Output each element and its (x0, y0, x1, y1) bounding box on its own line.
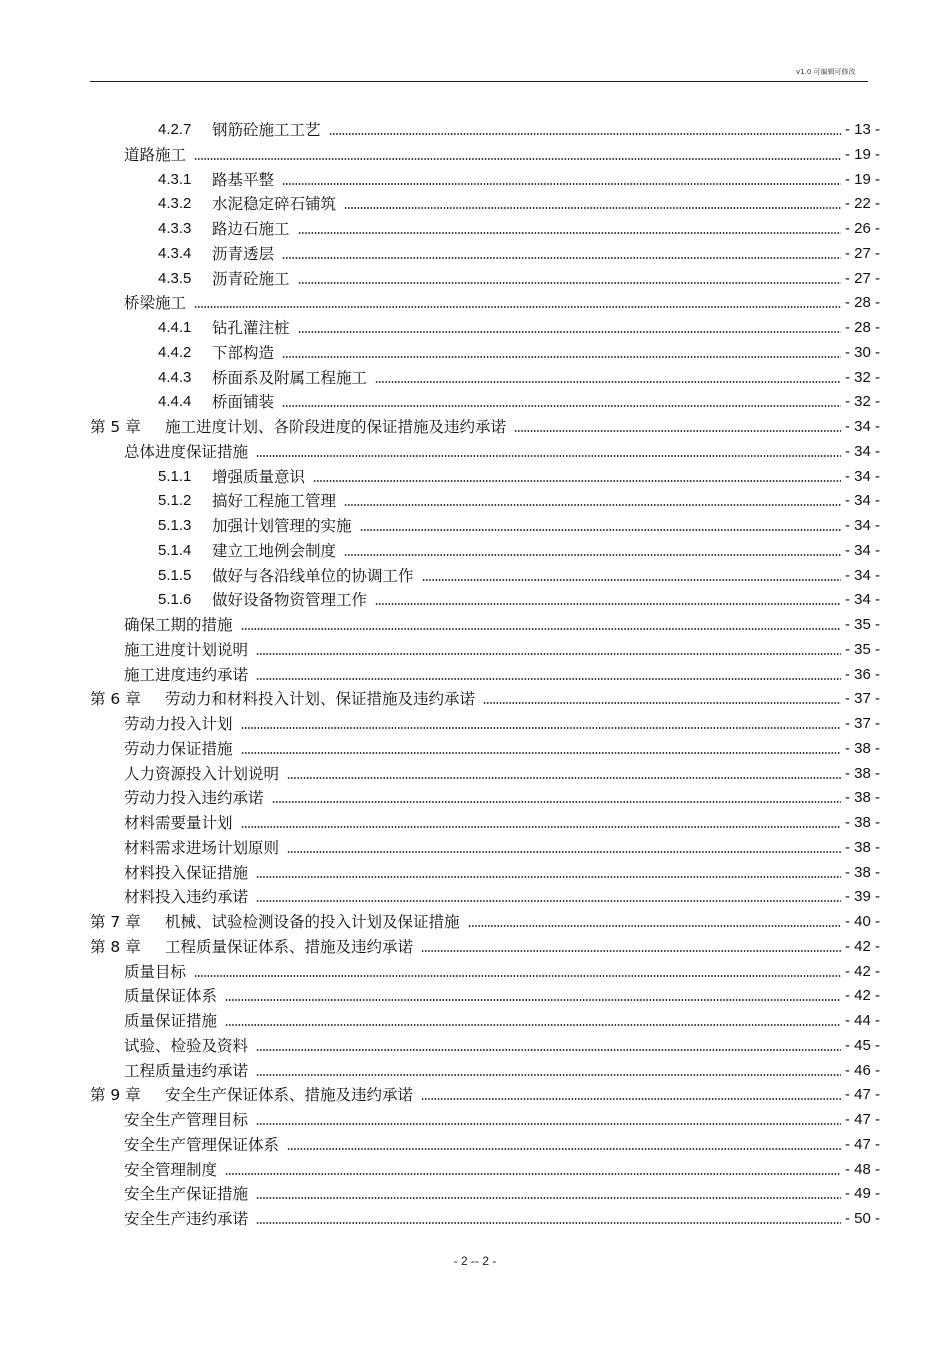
toc-dot-leader (287, 851, 841, 853)
toc-entry[interactable] (124, 1158, 880, 1180)
toc-entry-title: 安全生产管理保证体系 (124, 1135, 280, 1154)
toc-entry[interactable] (90, 910, 880, 932)
toc-section-number: 5.1.1 (158, 467, 192, 485)
toc-dot-leader (225, 1173, 841, 1175)
toc-section-number: 4.3.3 (158, 220, 192, 237)
header-version-note: v1.0 可编辑可修改 (796, 68, 856, 76)
toc-dot-leader (256, 1123, 841, 1125)
toc-page-number: - 19 - (844, 145, 880, 163)
toc-dot-leader (272, 801, 841, 803)
toc-page-number: - 44 - (844, 1012, 880, 1029)
toc-page-number: - 28 - (844, 294, 880, 312)
toc-page-number: - 19 - (844, 170, 880, 188)
toc-entry[interactable] (158, 217, 880, 239)
toc-page-number: - 34 - (844, 418, 880, 435)
toc-dot-leader (360, 529, 841, 531)
toc-entry-title: 沥青砼施工 (212, 269, 290, 288)
toc-dot-leader (282, 257, 841, 259)
toc-page-number: - 22 - (844, 195, 880, 213)
toc-page-number: - 34 - (844, 467, 880, 485)
toc-section-number: 5.1.4 (158, 541, 192, 559)
toc-entry-title: 劳动力和材料投入计划、保证措施及违约承诺 (165, 690, 476, 709)
toc-chapter-number: 第 7 章 (90, 913, 141, 931)
toc-section-number: 4.2.7 (158, 121, 192, 138)
toc-entry[interactable] (124, 1034, 880, 1056)
toc-entry[interactable] (158, 465, 880, 487)
toc-dot-leader (287, 1148, 841, 1150)
toc-section-number: 4.3.4 (158, 244, 192, 262)
toc-entry-title: 试验、检验及资料 (124, 1036, 249, 1055)
toc-dot-leader (225, 999, 841, 1001)
toc-entry[interactable] (124, 836, 880, 858)
toc-entry-title: 桥面系及附属工程施工 (212, 368, 368, 387)
toc-entry-title: 沥青透层 (212, 244, 275, 263)
toc-page-number: - 34 - (844, 492, 880, 510)
toc-dot-leader (194, 975, 841, 977)
toc-entry[interactable] (90, 935, 880, 957)
toc-entry-title: 机械、试验检测设备的投入计划及保证措施 (165, 913, 460, 931)
toc-dot-leader (468, 925, 841, 927)
toc-entry[interactable] (158, 341, 880, 363)
toc-dot-leader (421, 1098, 841, 1100)
toc-entry-title: 做好设备物资管理工作 (212, 591, 368, 610)
toc-entry-title: 安全生产保证措施 (124, 1185, 249, 1204)
toc-dot-leader (421, 950, 841, 952)
toc-entry-title: 搞好工程施工管理 (212, 492, 337, 511)
toc-dot-leader (282, 183, 841, 185)
toc-chapter-number: 第 8 章 (90, 937, 141, 956)
toc-page-number: - 48 - (844, 1160, 880, 1178)
toc-dot-leader (256, 678, 841, 680)
toc-entry-title: 安全生产保证体系、措施及违约承诺 (165, 1086, 414, 1105)
toc-entry-title: 路基平整 (212, 170, 275, 189)
toc-page-number: - 27 - (844, 269, 880, 287)
toc-entry-title: 下部构造 (212, 343, 275, 362)
toc-page-number: - 27 - (844, 244, 880, 262)
toc-entry[interactable] (158, 514, 880, 536)
toc-dot-leader (241, 727, 841, 729)
toc-dot-leader (241, 752, 841, 754)
toc-section-number: 4.4.1 (158, 319, 192, 336)
toc-entry-title: 工程质量保证体系、措施及违约承诺 (165, 937, 414, 956)
toc-page-number: - 35 - (844, 640, 880, 658)
toc-page-number: - 37 - (844, 715, 880, 732)
toc-entry-title: 施工进度违约承诺 (124, 665, 249, 684)
toc-dot-leader (287, 777, 841, 779)
toc-entry-title: 材料投入违约承诺 (124, 888, 249, 907)
toc-entry[interactable] (124, 143, 880, 165)
toc-entry-title: 质量保证体系 (124, 987, 218, 1006)
toc-page-number: - 38 - (844, 789, 880, 807)
toc-entry-title: 材料需求进场计划原则 (124, 838, 280, 857)
toc-section-number: 4.4.3 (158, 368, 192, 386)
toc-entry-title: 钻孔灌注桩 (212, 319, 290, 337)
toc-page-number: - 36 - (844, 665, 880, 683)
toc-dot-leader (313, 480, 841, 482)
toc-page-number: - 50 - (844, 1210, 880, 1227)
toc-page-number: - 28 - (844, 319, 880, 336)
toc-dot-leader (256, 876, 841, 878)
toc-section-number: 4.4.4 (158, 393, 192, 411)
toc-entry-title: 桥梁施工 (124, 294, 187, 313)
toc-section-number: 4.3.2 (158, 195, 192, 213)
header-divider (90, 81, 868, 82)
toc-page-number: - 13 - (844, 121, 880, 138)
toc-entry-title: 劳动力保证措施 (124, 739, 233, 758)
toc-page-number: - 32 - (844, 368, 880, 386)
toc-entry-title: 安全管理制度 (124, 1160, 218, 1179)
toc-entry[interactable] (124, 861, 880, 883)
toc-page-number: - 45 - (844, 1036, 880, 1054)
toc-entry-title: 质量目标 (124, 962, 187, 981)
toc-page-number: - 32 - (844, 393, 880, 411)
toc-dot-leader (514, 430, 841, 432)
toc-entry[interactable] (124, 811, 880, 833)
toc-dot-leader (194, 306, 841, 308)
toc-entry-title: 劳动力投入违约承诺 (124, 789, 264, 808)
toc-entry[interactable] (124, 1009, 880, 1031)
toc-page-number: - 38 - (844, 814, 880, 831)
toc-page-number: - 35 - (844, 616, 880, 633)
toc-dot-leader (344, 554, 841, 556)
toc-entry-title: 材料投入保证措施 (124, 863, 249, 882)
toc-dot-leader (298, 282, 841, 284)
toc-page-number: - 26 - (844, 220, 880, 237)
toc-page-number: - 46 - (844, 1061, 880, 1079)
toc-dot-leader (375, 381, 841, 383)
toc-page-number: - 38 - (844, 838, 880, 856)
toc-entry-title: 增强质量意识 (212, 467, 306, 486)
toc-dot-leader (256, 1222, 841, 1224)
toc-page-number: - 47 - (844, 1135, 880, 1153)
toc-chapter-number: 第 9 章 (90, 1086, 141, 1105)
toc-page-number: - 42 - (844, 987, 880, 1005)
toc-dot-leader (225, 1024, 841, 1026)
toc-entry[interactable] (124, 1182, 880, 1204)
toc-page-number: - 34 - (844, 442, 880, 460)
toc-entry[interactable] (124, 712, 880, 734)
toc-entry-title: 安全生产违约承诺 (124, 1210, 249, 1228)
toc-dot-leader (298, 232, 841, 234)
toc-dot-leader (256, 1049, 841, 1051)
toc-section-number: 5.1.3 (158, 517, 192, 534)
toc-dot-leader (344, 207, 841, 209)
toc-entry[interactable] (124, 1108, 880, 1130)
toc-entry[interactable] (124, 960, 880, 982)
toc-entry[interactable] (158, 267, 880, 289)
toc-dot-leader (256, 1074, 841, 1076)
toc-entry-title: 路边石施工 (212, 220, 290, 238)
toc-section-number: 5.1.2 (158, 492, 192, 510)
toc-entry-title: 桥面铺装 (212, 393, 275, 412)
toc-entry[interactable] (124, 638, 880, 660)
toc-dot-leader (329, 133, 841, 135)
toc-section-number: 4.3.5 (158, 269, 192, 287)
toc-page-number: - 42 - (844, 962, 880, 980)
toc-entry[interactable] (124, 1059, 880, 1081)
toc-entry-title: 总体进度保证措施 (124, 442, 249, 461)
toc-page-number: - 47 - (844, 1086, 880, 1104)
toc-entry-title: 安全生产管理目标 (124, 1111, 249, 1129)
toc-entry-title: 质量保证措施 (124, 1012, 218, 1030)
toc-dot-leader (256, 900, 841, 902)
toc-entry-title: 做好与各沿线单位的协调工作 (212, 566, 414, 585)
toc-section-number: 4.4.2 (158, 343, 192, 361)
toc-entry[interactable] (124, 885, 880, 907)
toc-section-number: 5.1.6 (158, 591, 192, 609)
toc-page-number: - 40 - (844, 913, 880, 930)
toc-entry-title: 工程质量违约承诺 (124, 1061, 249, 1080)
toc-dot-leader (282, 405, 841, 407)
toc-page-number: - 30 - (844, 343, 880, 361)
toc-dot-leader (483, 702, 841, 704)
toc-page-number: - 38 - (844, 764, 880, 782)
toc-page-number: - 47 - (844, 1111, 880, 1128)
toc-dot-leader (375, 603, 841, 605)
toc-entry-title: 水泥稳定碎石铺筑 (212, 195, 337, 214)
toc-chapter-number: 第 6 章 (90, 690, 141, 709)
toc-entry[interactable] (124, 440, 880, 462)
toc-dot-leader (282, 356, 841, 358)
toc-entry[interactable] (124, 613, 880, 635)
toc-entry[interactable] (124, 786, 880, 808)
toc-entry-title: 劳动力投入计划 (124, 715, 233, 733)
toc-entry[interactable] (158, 539, 880, 561)
toc-page-number: - 42 - (844, 937, 880, 955)
toc-dot-leader (256, 455, 841, 457)
toc-page-number: - 37 - (844, 690, 880, 708)
toc-page-number: - 34 - (844, 541, 880, 559)
toc-entry-title: 施工进度计划、各阶段进度的保证措施及违约承诺 (165, 418, 507, 436)
toc-page-number: - 34 - (844, 591, 880, 609)
toc-entry-title: 加强计划管理的实施 (212, 517, 352, 535)
toc-page-number: - 39 - (844, 888, 880, 906)
toc-entry-title: 材料需要量计划 (124, 814, 233, 832)
toc-section-number: 4.3.1 (158, 170, 192, 188)
toc-entry[interactable] (158, 168, 880, 190)
toc-entry[interactable] (124, 762, 880, 784)
toc-entry-title: 建立工地例会制度 (212, 541, 337, 560)
toc-entry[interactable] (124, 291, 880, 313)
toc-entry[interactable] (158, 316, 880, 338)
toc-dot-leader (344, 504, 841, 506)
page-number-footer: - 2 -- 2 - (453, 1254, 497, 1268)
toc-entry[interactable] (124, 1207, 880, 1229)
toc-entry[interactable] (90, 1083, 880, 1105)
toc-page-number: - 49 - (844, 1185, 880, 1203)
toc-chapter-number: 第 5 章 (90, 418, 141, 436)
toc-dot-leader (241, 826, 841, 828)
toc-dot-leader (298, 331, 841, 333)
toc-entry[interactable] (158, 588, 880, 610)
toc-page-number: - 34 - (844, 517, 880, 534)
toc-entry[interactable] (158, 366, 880, 388)
toc-page-number: - 34 - (844, 566, 880, 584)
toc-entry-title: 道路施工 (124, 145, 187, 164)
toc-entry[interactable] (158, 564, 880, 586)
toc-dot-leader (241, 628, 841, 630)
toc-dot-leader (256, 653, 841, 655)
toc-section-number: 5.1.5 (158, 566, 192, 584)
toc-entry[interactable] (158, 390, 880, 412)
toc-entry[interactable] (158, 118, 880, 140)
toc-dot-leader (256, 1197, 841, 1199)
toc-dot-leader (194, 158, 841, 160)
toc-entry-title: 钢筋砼施工工艺 (212, 121, 321, 139)
toc-entry[interactable] (158, 242, 880, 264)
toc-entry[interactable] (124, 737, 880, 759)
toc-dot-leader (422, 579, 841, 581)
toc-entry[interactable] (158, 192, 880, 214)
toc-entry-title: 施工进度计划说明 (124, 640, 249, 659)
toc-entry[interactable] (90, 415, 880, 437)
toc-entry-title: 人力资源投入计划说明 (124, 764, 280, 783)
toc-entry[interactable] (124, 1133, 880, 1155)
toc-entry-title: 确保工期的措施 (124, 616, 233, 634)
toc-entry[interactable] (124, 663, 880, 685)
toc-entry[interactable] (124, 984, 880, 1006)
toc-entry[interactable] (90, 687, 880, 709)
toc-page-number: - 38 - (844, 863, 880, 881)
toc-entry[interactable] (158, 489, 880, 511)
toc-page-number: - 38 - (844, 739, 880, 757)
